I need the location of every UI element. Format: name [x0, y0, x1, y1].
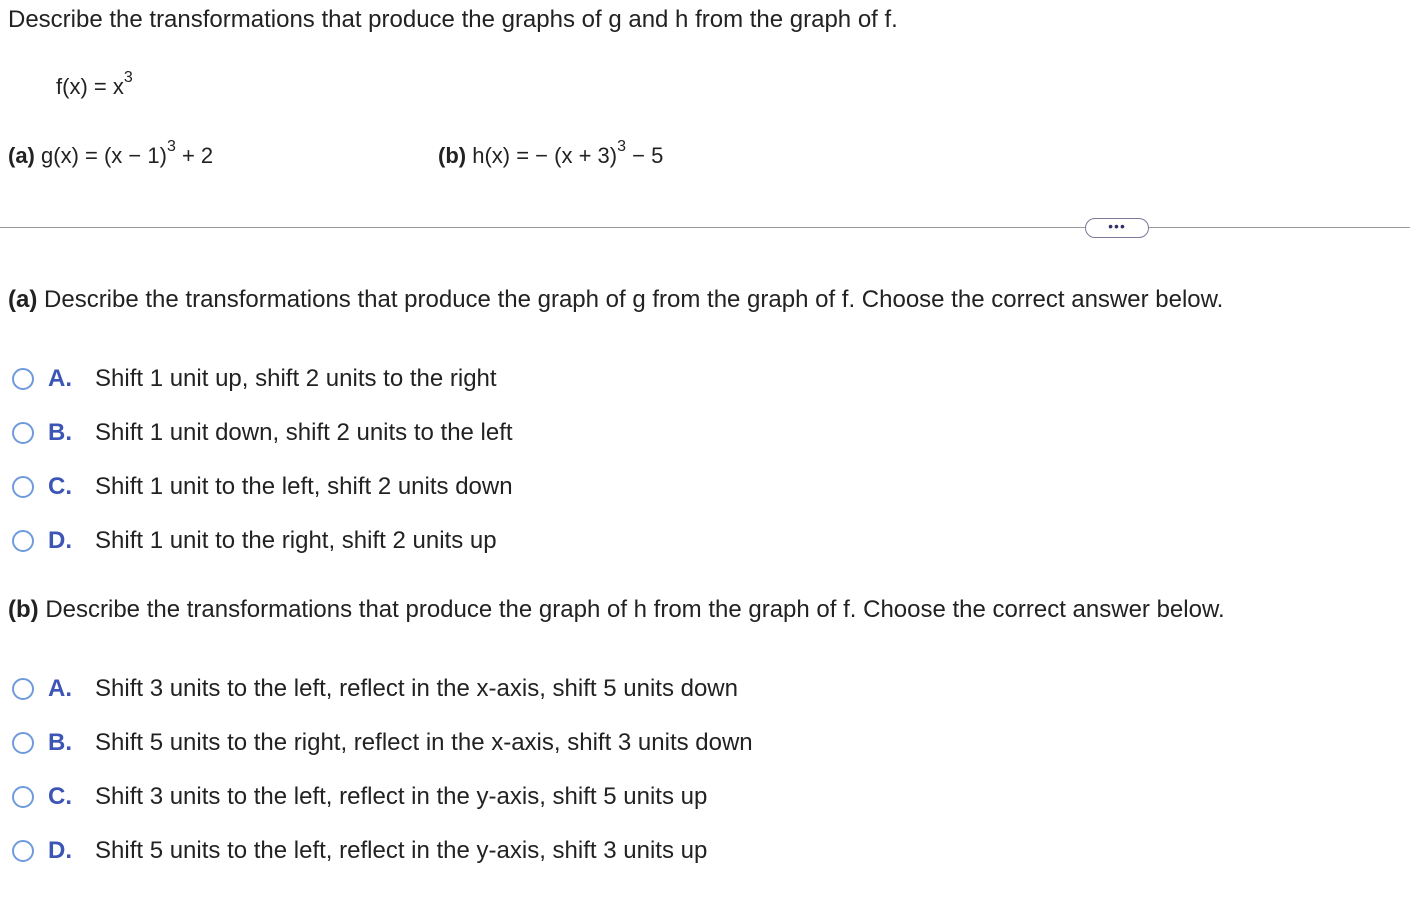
option-letter: D.: [48, 837, 72, 864]
part-b-option-a[interactable]: [12, 674, 738, 704]
option-letter: D.: [48, 527, 72, 554]
h-tag: (b): [438, 143, 467, 168]
expand-more-button[interactable]: •••: [1085, 218, 1149, 238]
option-letter: A.: [48, 365, 72, 392]
part-a-question: [8, 286, 1223, 314]
option-letter: C.: [48, 783, 72, 810]
part-a-option-b[interactable]: [12, 418, 513, 448]
h-lhs: h(x) = − (x + 3): [472, 143, 618, 168]
part-b-question: [8, 596, 1225, 624]
part-b-option-b[interactable]: [12, 728, 753, 758]
part-b-option-d[interactable]: [12, 836, 707, 866]
radio-icon[interactable]: [12, 786, 34, 808]
problem-intro: Describe the transformations that produce the graphs of g and h from the graph of f.: [8, 6, 898, 33]
option-text: Shift 1 unit up, shift 2 units to the right: [95, 365, 497, 392]
part-b-tag: (b): [8, 596, 39, 623]
h-exponent: 3: [617, 137, 627, 155]
f-exponent: 3: [123, 68, 133, 86]
option-text: Shift 1 unit down, shift 2 units to the left: [95, 419, 513, 446]
part-a-text: Describe the transformations that produce the graph of g from the graph of f. Choose the correct answer below.: [37, 286, 1224, 313]
radio-icon[interactable]: [12, 530, 34, 552]
g-exponent: 3: [166, 137, 176, 155]
radio-icon[interactable]: [12, 476, 34, 498]
option-letter: A.: [48, 675, 72, 702]
part-a-tag: (a): [8, 286, 38, 313]
option-text: Shift 1 unit to the right, shift 2 units up: [95, 527, 497, 554]
g-tag: (a): [8, 143, 35, 168]
h-rest: − 5: [626, 143, 664, 168]
h-definition: [438, 137, 664, 169]
option-text: Shift 3 units to the left, reflect in the x-axis, shift 5 units down: [95, 675, 738, 702]
radio-icon[interactable]: [12, 678, 34, 700]
option-text: Shift 5 units to the left, reflect in the y-axis, shift 3 units up: [95, 837, 708, 864]
option-text: Shift 1 unit to the left, shift 2 units down: [95, 473, 513, 500]
radio-icon[interactable]: [12, 368, 34, 390]
part-b-text: Describe the transformations that produce the graph of h from the graph of f. Choose the correct answer below.: [38, 596, 1225, 623]
g-lhs: g(x) = (x − 1): [41, 143, 167, 168]
option-letter: B.: [48, 419, 72, 446]
radio-icon[interactable]: [12, 840, 34, 862]
g-definition: [8, 137, 214, 169]
part-a-option-d[interactable]: [12, 526, 497, 556]
part-a-option-a[interactable]: [12, 364, 497, 394]
part-b-option-c[interactable]: [12, 782, 707, 812]
g-rest: + 2: [175, 143, 214, 168]
option-text: Shift 3 units to the left, reflect in the y-axis, shift 5 units up: [95, 783, 708, 810]
section-divider: [0, 227, 1410, 228]
option-text: Shift 5 units to the right, reflect in the x-axis, shift 3 units down: [95, 729, 753, 756]
f-lhs: f(x) = x: [56, 74, 124, 99]
f-definition: [56, 68, 133, 100]
part-a-option-c[interactable]: [12, 472, 513, 502]
radio-icon[interactable]: [12, 732, 34, 754]
option-letter: C.: [48, 473, 72, 500]
option-letter: B.: [48, 729, 72, 756]
radio-icon[interactable]: [12, 422, 34, 444]
